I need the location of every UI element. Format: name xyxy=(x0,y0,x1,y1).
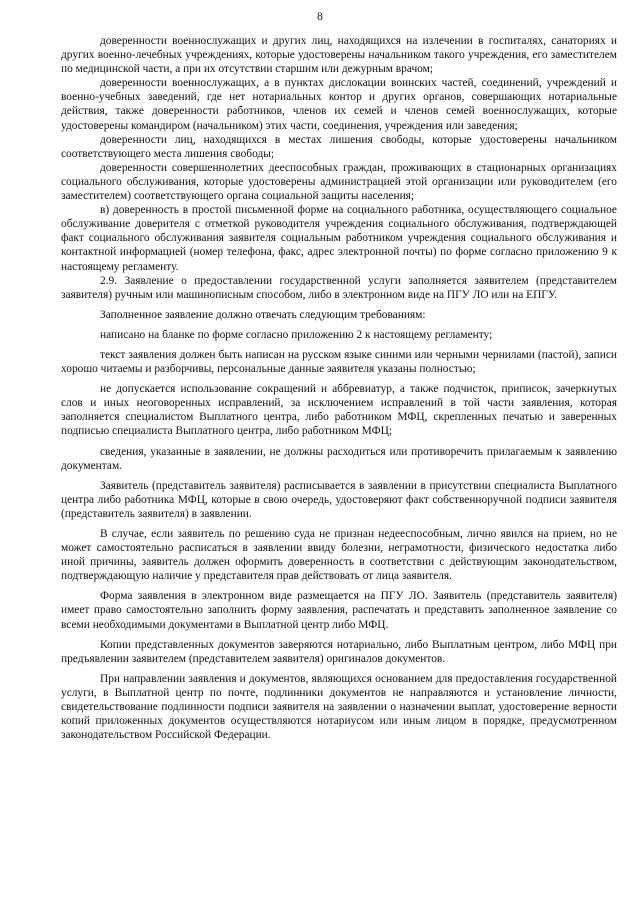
paragraph-military-hospital-poa: доверенности военнослужащих и других лиц, находящихся на излечении в госпиталях, санаториях и других военно-лечебных учреждениях, которые удостоверены начальником такого учреждения, его заместителем по медицинской части, а при их отсутствии старшим или дежурным врачом; xyxy=(61,35,617,76)
paragraph-requirements-intro: Заполненное заявление должно отвечать следующим требованиям: xyxy=(100,308,426,321)
paragraph-electronic-form: Форма заявления в электронном виде размещается на ПГУ ЛО. Заявитель (представитель заявителя) имеет право самостоятельно заполнить форму заявления, распечатать и представить заполненное заявление со всеми необходимыми документами в Выплатной центр либо МФЦ. xyxy=(61,590,617,631)
paragraph-no-abbreviations: не допускается использование сокращений и аббревиатур, а также подчисток, приписок, зачеркнутых слов и иных неоговоренных исправлений, за исключением исправлений в той части заявления, которая заполняется специалистом Выплатного центра, либо работником МФЦ, скрепленных печатью и заверенных подписью специалиста Выплатного центра, либо работником МФЦ; xyxy=(61,383,617,438)
paragraph-signature: Заявитель (представитель заявителя) расписывается в заявлении в присутствии специалиста Выплатного центра либо работника МФЦ, которые в свою очередь, удостоверяют факт собственноручной подписи заявителя (представитель заявителя) в заявлении. xyxy=(61,479,617,520)
paragraph-document-copies: Копии представленных документов заверяются нотариально, либо Выплатным центром, либо МФЦ при предъявлении заявителем (представителем заявителя) оригиналов документов. xyxy=(61,638,617,665)
paragraph-ink-requirement: текст заявления должен быть написан на русском языке синими или черными чернилами (пастой), записи хорошо читаемы и разборчивы, персональные данные заявителя указаны полностью; xyxy=(61,348,617,376)
paragraph-prison-poa: доверенности лиц, находящихся в местах лишения свободы, которые удостоверены начальником соответствующего места лишения свободы; xyxy=(61,133,617,160)
paragraph-consistency-requirement: сведения, указанные в заявлении, не должны расходиться или противоречить прилагаемым к заявлению документам. xyxy=(61,445,617,472)
paragraph-military-unit-poa: доверенности военнослужащих, а в пунктах дислокации воинских частей, соединений, учреждений и военно-учебных заведений, где нет нотариальных контор и других органов, совершающих нотариальные действия, также доверенности работников, членов их семей и членов семей военнослужащих, которые удостоверены командиром (начальником) этих части, соединения, учреждения или заведения; xyxy=(61,77,617,132)
paragraph-social-worker-poa: в) доверенность в простой письменной форме на социального работника, осуществляющего социальное обслуживание доверителя с отметкой руководителя учреждения социального обслуживания, подтверждающей факт социального обслуживания заявителя социальным работником учреждения социального обслуживания и контактной информацией (номер телефона, факс, адрес электронной почты) по форме согласно приложению 9 к настоящему регламенту. xyxy=(61,204,617,273)
paragraph-incapable-applicant: В случае, если заявитель по решению суда не признан недееспособным, лично явился на прием, но не может самостоятельно расписаться в заявлении ввиду болезни, неграмотности, физического недостатка либо иной причины, заявитель должен оформить доверенность в соответствии с действующим законодательством, подтверждающую наличие у представителя прав действовать от лица заявителя. xyxy=(61,528,617,583)
paragraph-social-institution-poa: доверенности совершеннолетних дееспособных граждан, проживающих в стационарных организациях социального обслуживания, которые удостоверены администрацией этой организации или руководителем (его заместителем) соответствующего органа социальной защиты населения; xyxy=(61,161,617,203)
paragraph-form-requirement: написано на бланке по форме согласно приложению 2 к настоящему регламенту; xyxy=(100,328,493,341)
page-number: 8 xyxy=(317,11,323,23)
document-body xyxy=(61,34,617,742)
paragraph-postal-submission: При направлении заявления и документов, являющихся основанием для предоставления государственной услуги, в Выплатной центр по почте, подлинники документов не направляются и установление личности, свидетельствование подлинности подписи заявителя на заявлении о назначении выплат, удостоверение верности копий приложенных документов осуществляются нотариусом или иным лицом в порядке, предусмотренном законодательством Российской Федерации. xyxy=(61,672,617,742)
paragraph-2-9-application: 2.9. Заявление о предоставлении государственной услуги заполняется заявителем (представителем заявителя) ручным или машинописным способом, либо в электронном виде на ПГУ ЛО или на ЕПГУ. xyxy=(61,274,617,301)
